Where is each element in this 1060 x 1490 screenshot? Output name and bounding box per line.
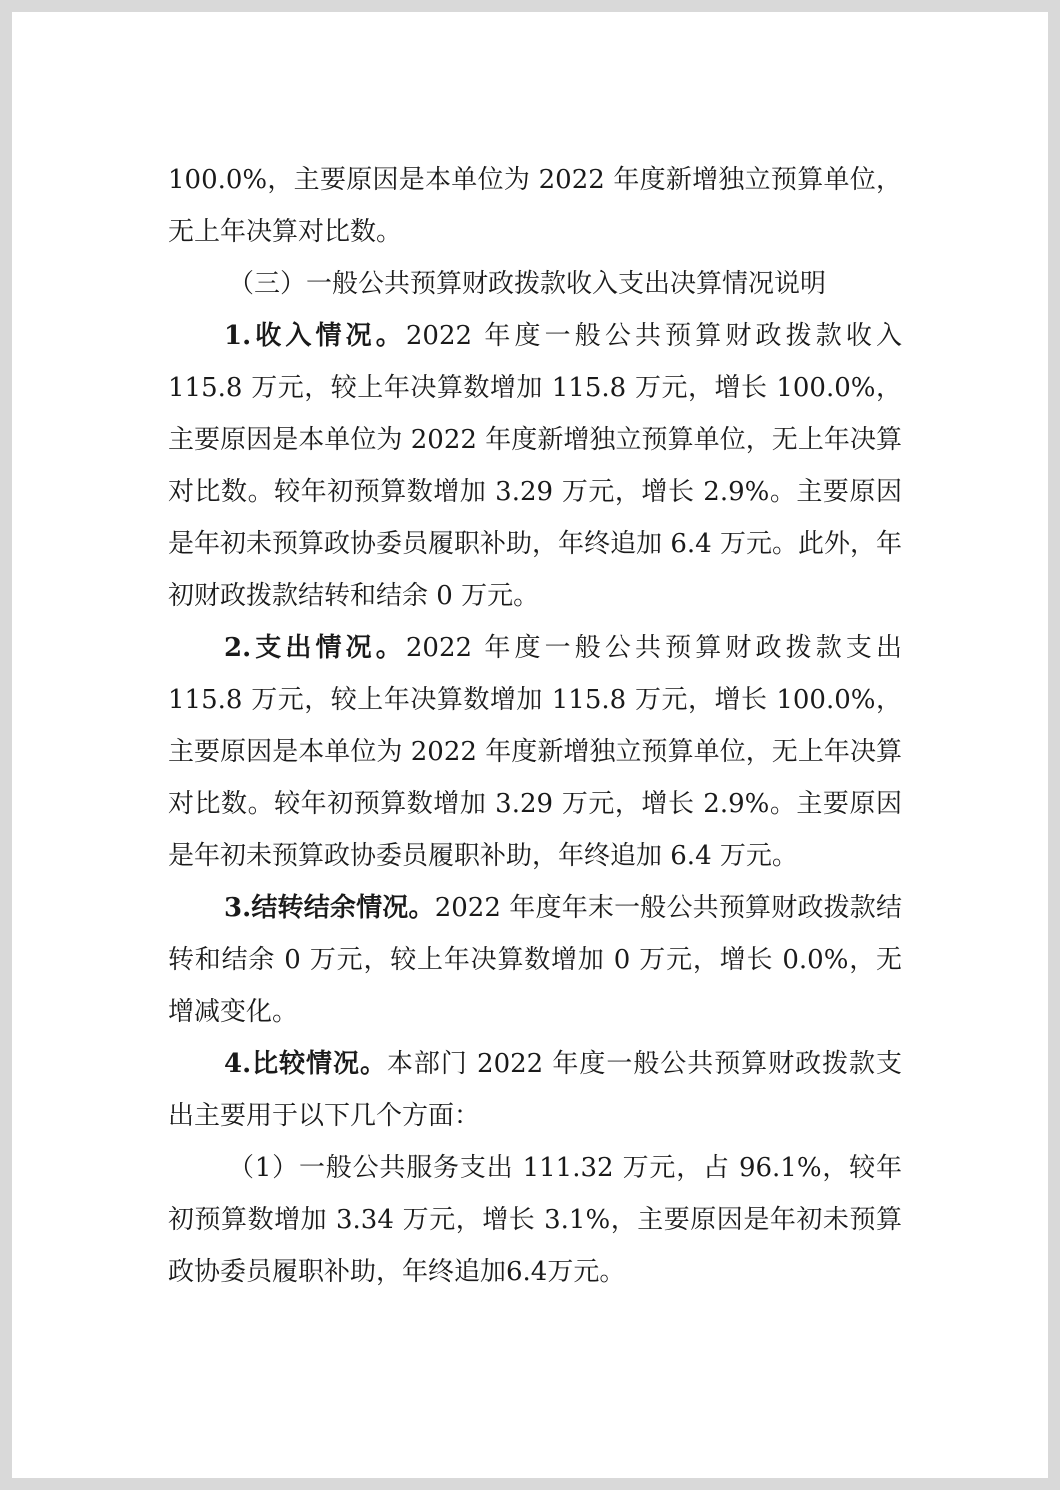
paragraph-text: 2022 年度年末一般公共预算财政拨款结转和结余 0 万元，较上年决算数增加 0 万元，增长 0.0%，无增减变化。 bbox=[168, 893, 902, 1027]
document-body bbox=[168, 154, 902, 1298]
paragraph-heading: 1.收入情况。 bbox=[224, 321, 406, 351]
paragraph-comparison bbox=[168, 1038, 902, 1142]
paragraph-heading: 4.比较情况。 bbox=[224, 1049, 387, 1079]
document-page bbox=[12, 12, 1048, 1478]
paragraph-heading: 3.结转结余情况。 bbox=[224, 893, 435, 923]
paragraph-income bbox=[168, 310, 902, 622]
paragraph-text: 本部门 2022 年度一般公共预算财政拨款支出主要用于以下几个方面： bbox=[168, 1049, 902, 1131]
paragraph-text: （1）一般公共服务支出 111.32 万元，占 96.1%，较年初预算数增加 3.34 万元，增长 3.1%，主要原因是年初未预算政协委员履职补助，年终追加6.4万元。 bbox=[168, 1153, 902, 1287]
paragraph-item-1 bbox=[168, 1142, 902, 1298]
section-heading bbox=[168, 258, 902, 310]
paragraph-text: 2022 年度一般公共预算财政拨款收入 115.8 万元，较上年决算数增加 115.8 万元，增长 100.0%，主要原因是本单位为 2022 年度新增独立预算单位，无上年决算对比数。较年初预算数增加 3.29 万元，增长 2.9%。主要原因是年初未预算政协委员履职补助，年终追加 6.4 万元。此外，年初财政拨款结转和结余 0 万元。 bbox=[168, 321, 902, 611]
paragraph-text: 2022 年度一般公共预算财政拨款支出 115.8 万元，较上年决算数增加 115.8 万元，增长 100.0%，主要原因是本单位为 2022 年度新增独立预算单位，无上年决算对比数。较年初预算数增加 3.29 万元，增长 2.9%。主要原因是年初未预算政协委员履职补助，年终追加 6.4 万元。 bbox=[168, 633, 902, 871]
paragraph-text: 100.0%，主要原因是本单位为 2022 年度新增独立预算单位，无上年决算对比数。 bbox=[168, 165, 902, 247]
paragraph-carryover bbox=[168, 882, 902, 1038]
section-heading-text: （三）一般公共预算财政拨款收入支出决算情况说明 bbox=[228, 269, 827, 299]
paragraph-expenditure bbox=[168, 622, 902, 882]
paragraph-continuation bbox=[168, 154, 902, 258]
paragraph-heading: 2.支出情况。 bbox=[224, 633, 406, 663]
